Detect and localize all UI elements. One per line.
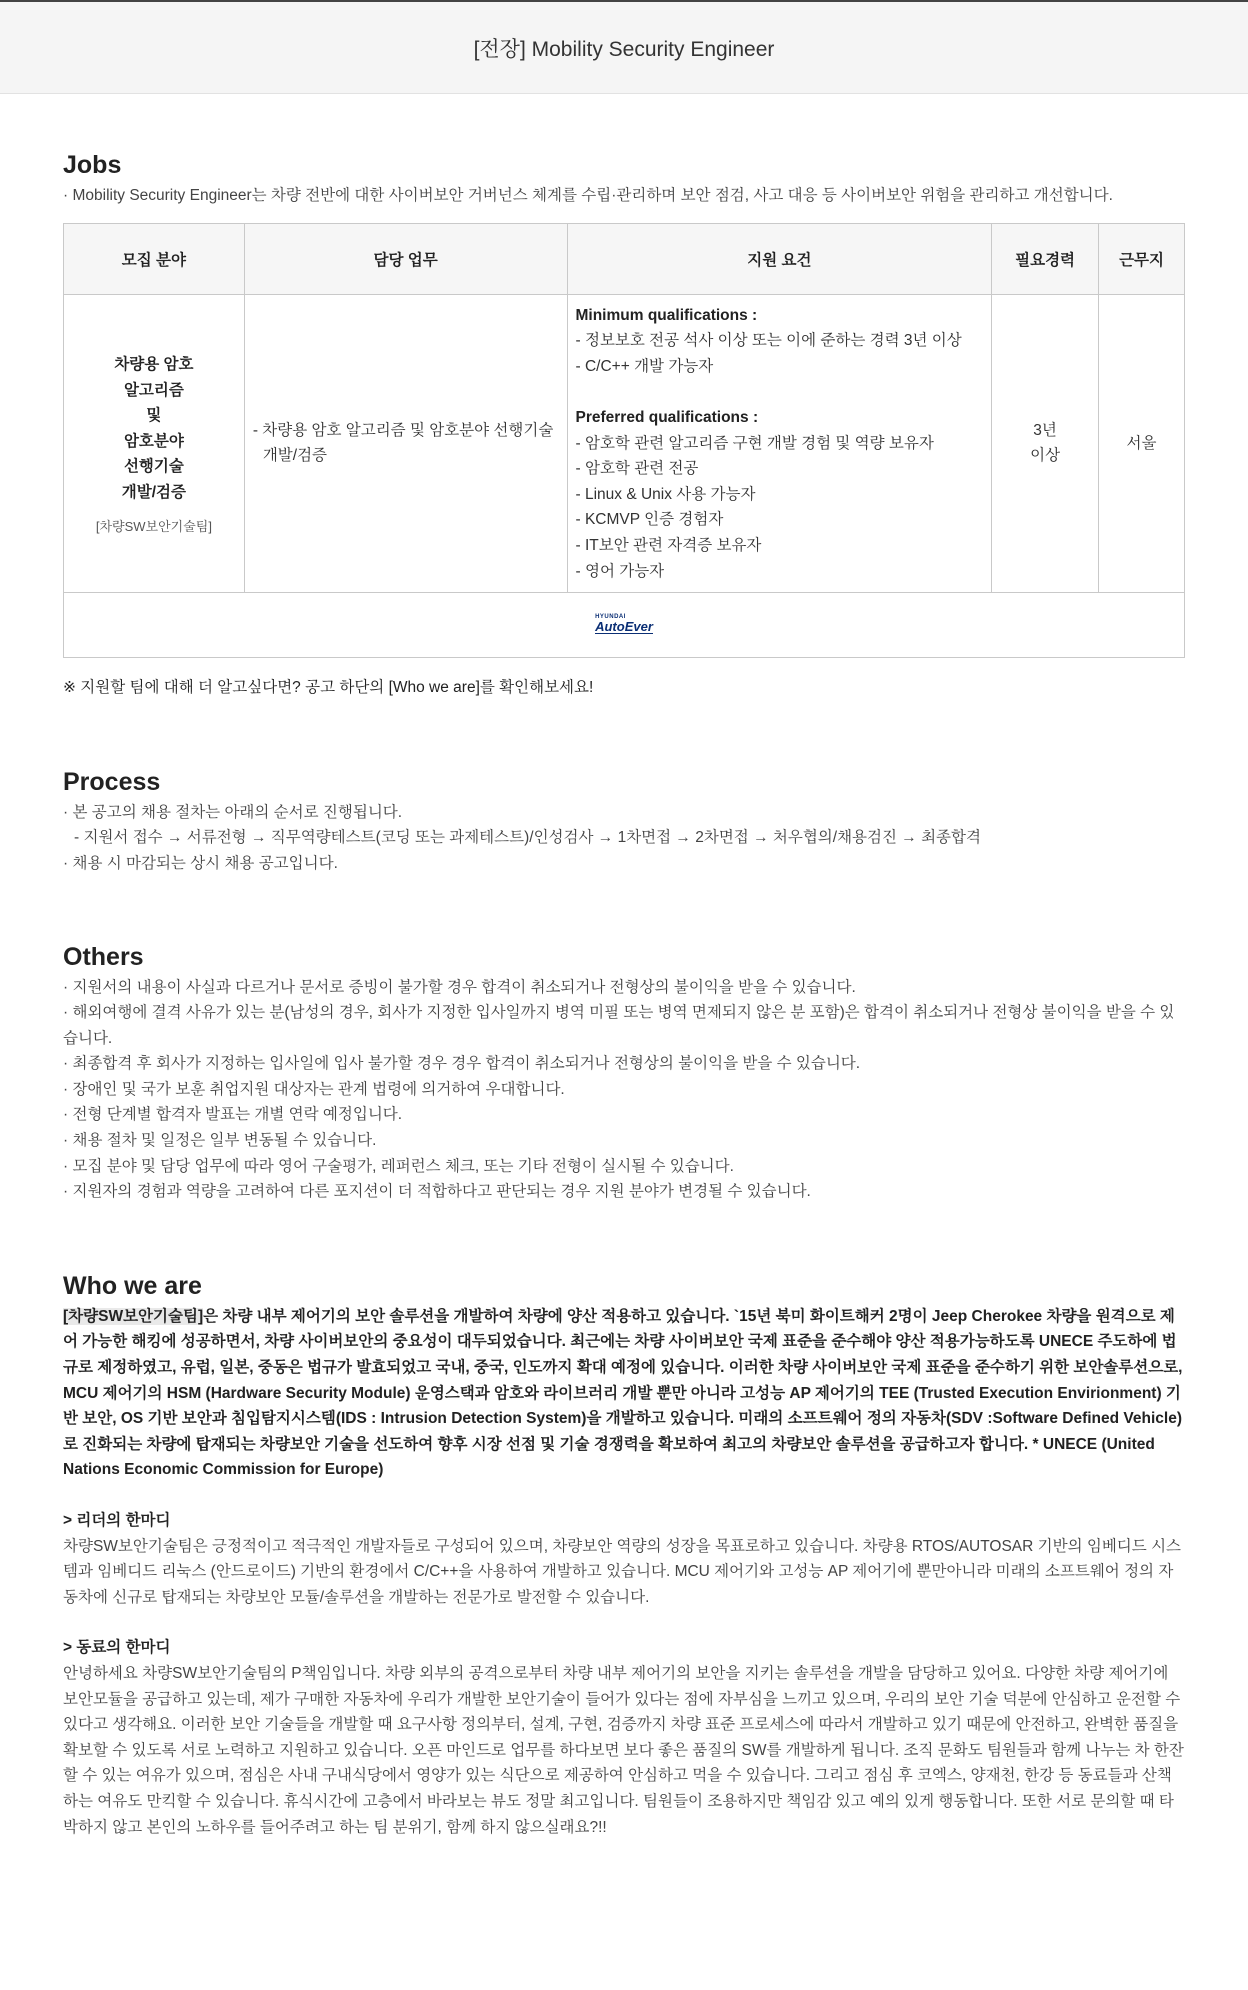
field-name-line: 알고리즘 [123, 381, 184, 399]
others-list [63, 975, 1185, 1205]
team-info-note: ※ 지원할 팀에 대해 더 알고싶다면? 공고 하단의 [Who we are]를 확인해보세요! [63, 679, 594, 697]
logo-row [64, 593, 1185, 658]
colleague-comment-text: 안녕하세요 차량SW보안기술팀의 P책임입니다. 차량 외부의 공격으로부터 차량 내부 제어기의 보안을 지키는 솔루션을 개발을 담당하고 있어요. 다양한 차량 제어기에 보안모듈을 공급하고 있는데, 제가 구매한 자동차에 우리가 개발한 보안기술이 들어가 있다는 점에 자부심을 느끼고 있으며, 우리의 보안 기술 덕분에 안심하고 운전할 수 있다고 생각해요. 이러한 보안 기술들을 개발할 때 요구사항 정의부터, 설계, 구현, 검증까지 차량 표준 프로세스에 따라서 개발하고 있기 때문에 안전하고, 완벽한 품질을 확보할 수 있도록 서로 노력하고 지원하고 있습니다. 오픈 마인드로 업무를 하다보면 보다 좋은 품질의 SW를 개발하게 됩니다. 조직 문화도 팀원들과 함께 나누는 차 한잔할 수 있는 여유가 있으며, 점심은 사내 구내식당에서 영양가 있는 식단으로 제공하여 안심하고 먹을 수 있습니다. 그리고 점심 후 코엑스, 양재천, 한강 등 동료들과 산책하는 여유도 만킥할 수 있습니다. 휴식시간에 고층에서 바라보는 뷰도 정말 최고입니다. 팀원들이 조용하지만 책임감 있고 예의 있게 행동합니다. 또한 서로 문의할 때 타박하지 않고 본인의 노하우를 들어주려고 하는 팀 분위기, 함께 하지 않으실래요?!! [63, 1664, 1184, 1836]
preferred-qualification-item: - Linux & Unix 사용 가능자 [575, 485, 756, 503]
list-item: - 지원서 접수 → 서류전형 → 직무역량테스트(코딩 또는 과제테스트)/인성검사 → 1차면접 → 2차면접 → 처우협의/채용검진 → 최종합격 [74, 829, 981, 847]
header-field: 모집 분야 [64, 223, 245, 294]
process-section [63, 767, 1185, 877]
experience-line: 3년 [1033, 421, 1057, 439]
team-description [63, 1304, 1185, 1483]
logo-main-text: AutoEver [595, 619, 653, 635]
field-name-line: 암호분야 [123, 432, 184, 450]
field-name-line: 및 [146, 407, 162, 425]
who-we-are-title: Who we are [63, 1271, 202, 1300]
others-title: Others [63, 942, 144, 971]
list-item: · 지원서의 내용이 사실과 다르거나 문서로 증빙이 불가할 경우 합격이 취소되거나 전형상의 불이익을 받을 수 있습니다. [63, 978, 856, 996]
location-cell: 서울 [1099, 294, 1185, 593]
list-item: · 최종합격 후 회사가 지정하는 입사일에 입사 불가할 경우 경우 합격이 취소되거나 전형상의 불이익을 받을 수 있습니다. [63, 1055, 861, 1073]
min-qualification-item: - C/C++ 개발 가능자 [575, 357, 714, 375]
list-item: · 모집 분야 및 담당 업무에 따라 영어 구술평가, 레퍼런스 체크, 또는 기타 전형이 실시될 수 있습니다. [63, 1157, 734, 1175]
colleague-comment-title: > 동료의 한마디 [63, 1639, 171, 1657]
team-tag: [차량SW보안기술팀] [63, 1307, 204, 1325]
duty-cell [244, 294, 567, 593]
list-item: · 지원자의 경험과 역량을 고려하여 다른 포지션이 더 적합하다고 판단되는 경우 지원 분야가 변경될 수 있습니다. [63, 1183, 811, 1201]
who-we-are-section [63, 1271, 1185, 1840]
list-item: · 본 공고의 채용 절차는 아래의 순서로 진행됩니다. [63, 803, 403, 821]
preferred-qualification-item: - 암호학 관련 알고리즘 구현 개발 경험 및 역량 보유자 [575, 434, 934, 452]
others-section [63, 942, 1185, 1205]
team-description-text: 은 차량 내부 제어기의 보안 솔루션을 개발하여 차량에 양산 적용하고 있습니다. `15년 북미 화이트해커 2명이 Jeep Cherokee 차량을 원격으로 제어 가능한 해킹에 성공하면서, 차량 사이버보안의 중요성이 대두되었습니다. 최근에는 차량 사이버보안 국제 표준을 준수해야 양산 적용가능하도록 UNECE 주도하에 법규로 제정하였고, 유럽, 일본, 중동은 법규가 발효되었고 국내, 중국, 인도까지 확대 예정에 있습니다. 이러한 차량 사이버보안 국제 표준을 준수하기 위한 보안솔루션으로, MCU 제어기의 HSM (Hardware Security Module) 운영스택과 암호와 라이브러리 개발 뿐만 아니라 고성능 AP 제어기의 TEE (Trusted Execution Envirionment) 기반 보안, OS 기반 보안과 침입탐지시스템(IDS : Intrusion Detection System)을 개발하고 있습니다. 미래의 소프트웨어 정의 자동차(SDV :Software Defined Vehicle)로 진화되는 차량에 탑재되는 차량보안 기술을 선도하여 향후 시장 선점 및 기술 경쟁력을 확보하여 최고의 차량보안 솔루션을 공급하고자 합니다. * UNECE (United Nations Economic Commission for Europe) [63, 1307, 1183, 1479]
list-item: · 해외여행에 결격 사유가 있는 분(남성의 경우, 회사가 지정한 입사일까지 병역 미필 또는 병역 면제되지 않은 분 포함)은 합격이 취소되거나 전형상 불이익을 받을 수 있습니다. [63, 1004, 1175, 1047]
hyundai-autoever-logo [595, 614, 653, 634]
field-name-line: 개발/검증 [121, 484, 186, 502]
leader-comment-title: > 리더의 한마디 [63, 1512, 171, 1529]
content [0, 150, 1248, 1840]
preferred-qualification-item: - 암호학 관련 전공 [575, 460, 699, 478]
min-qualification-item: - 정보보호 전공 석사 이상 또는 이에 준하는 경력 3년 이상 [575, 332, 962, 350]
field-cell [64, 294, 245, 593]
process-title: Process [63, 767, 161, 796]
experience-cell [992, 294, 1099, 593]
list-item: · 채용 시 마감되는 상시 채용 공고입니다. [63, 854, 338, 872]
leader-comment-text: 차량SW보안기술팀은 긍정적이고 적극적인 개발자들로 구성되어 있으며, 차량보안 역량의 성장을 목표로하고 있습니다. 차량용 RTOS/AUTOSAR 기반의 임베디드 시스템과 임베디드 리눅스 (안드로이드) 기반의 환경에서 C/C++을 사용하여 개발하고 있습니다. MCU 제어기와 고성능 AP 제어기에 뿐만아니라 미래의 소프트웨어 정의 자동차에 신규로 탑재되는 차량보안 모듈/솔루션을 개발하는 전문가로 발전할 수 있습니다. [63, 1537, 1182, 1606]
jobs-title: Jobs [63, 151, 122, 179]
requirements-cell [567, 294, 992, 593]
jobs-intro: · Mobility Security Engineer는 차량 전반에 대한 사이버보안 거버넌스 체계를 수립·관리하며 보안 점검, 사고 대응 등 사이버보안 위험을 관리하고 개선합니다. [63, 187, 1113, 204]
spacer [576, 379, 984, 405]
preferred-qualification-item: - IT보안 관련 자격증 보유자 [575, 536, 762, 554]
field-name [64, 352, 244, 506]
field-name-line: 차량용 암호 [114, 356, 194, 374]
field-name-line: 선행기술 [123, 458, 184, 476]
preferred-qualification-item: - KCMVP 인증 경험자 [575, 511, 724, 529]
duty-text: - 차량용 암호 알고리즘 및 암호분야 선행기술 개발/검증 [252, 421, 554, 465]
jobs-table [63, 223, 1185, 659]
jobs-section [63, 150, 1185, 701]
min-qualifications-title: Minimum qualifications : [575, 306, 758, 324]
logo-top-text: HYUNDAI [595, 614, 626, 621]
preferred-qualifications-title: Preferred qualifications : [575, 408, 759, 426]
list-item: · 전형 단계별 합격자 발표는 개별 연락 예정입니다. [63, 1106, 403, 1124]
list-item: · 채용 절차 및 일정은 일부 변동될 수 있습니다. [63, 1132, 377, 1150]
preferred-qualification-item: - 영어 가능자 [575, 562, 665, 580]
team-name: [차량SW보안기술팀] [95, 518, 212, 534]
list-item: · 장애인 및 국가 보훈 취업지원 대상자는 관계 법령에 의거하여 우대합니다. [63, 1080, 565, 1098]
table-row [64, 294, 1185, 593]
header-experience: 필요경력 [992, 223, 1099, 294]
header-duty: 담당 업무 [244, 223, 567, 294]
page-title: [전장] Mobility Security Engineer [473, 37, 775, 61]
header-location: 근무지 [1099, 223, 1185, 294]
page-header [0, 0, 1248, 94]
header-requirements: 지원 요건 [567, 223, 992, 294]
logo-cell [64, 593, 1185, 658]
process-list [63, 800, 1185, 877]
jobs-table-header-row [64, 223, 1185, 294]
experience-line: 이상 [1030, 447, 1061, 465]
